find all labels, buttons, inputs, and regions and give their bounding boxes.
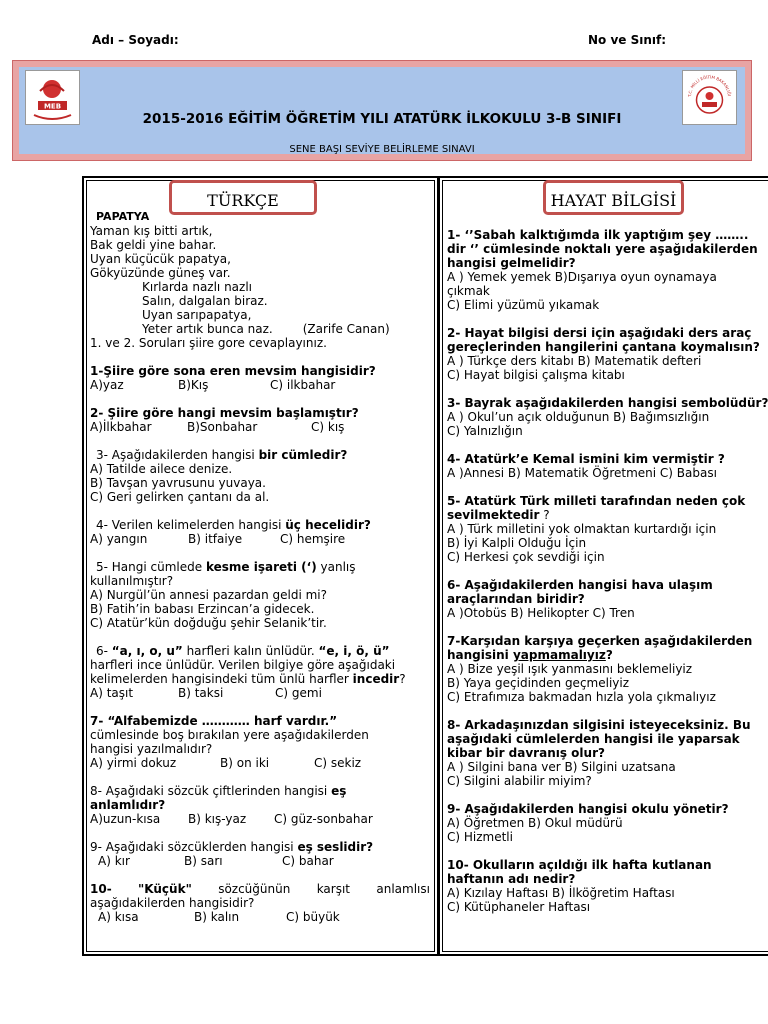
- option[interactable]: C) Herkesi çok sevdiği için: [447, 550, 605, 564]
- option[interactable]: B) on iki: [220, 756, 270, 770]
- question-1-cont: dir ‘’ cümlesinde noktalı yere aşağıdakilerden: [447, 242, 758, 256]
- option[interactable]: B) kalın: [194, 910, 240, 924]
- question-8: 8- Arkadaşınızdan silgisini isteyeceksiniz. Bu: [447, 718, 751, 732]
- question-8-cont: anlamlıdır?: [90, 798, 166, 812]
- option[interactable]: A) Kızılay Haftası B) İlköğretim Haftası: [447, 886, 675, 900]
- option[interactable]: B) Tavşan yavrusunu yuvaya.: [90, 476, 266, 490]
- question-1-cont: hangisi gelmelidir?: [447, 256, 576, 270]
- option[interactable]: A)yaz: [90, 378, 124, 392]
- option[interactable]: C) Elimi yüzümü yıkamak: [447, 298, 600, 312]
- option[interactable]: B)Sonbahar: [187, 420, 258, 434]
- option[interactable]: A) Öğretmen B) Okul müdürü: [447, 816, 623, 830]
- option[interactable]: C) Atatür’kün doğduğu şehir Selanik’tir.: [90, 616, 327, 630]
- poem-line: Uyan küçücük papatya,: [90, 252, 231, 266]
- option[interactable]: A ) Okul’un açık olduğunun B) Bağımsızlığın: [447, 410, 710, 424]
- question-8-cont: kibar bir davranış olur?: [447, 746, 605, 760]
- option[interactable]: A) taşıt: [90, 686, 134, 700]
- option[interactable]: C) bahar: [282, 854, 334, 868]
- option[interactable]: C) büyük: [286, 910, 340, 924]
- option[interactable]: A) kır: [98, 854, 130, 868]
- question-2: 2- Şiire göre hangi mevsim başlamıştır?: [90, 406, 359, 420]
- question-10: 10- Okulların açıldığı ilk hafta kutlanan: [447, 858, 712, 872]
- question-7: 7-Karşıdan karşıya geçerken aşağıdakilerden: [447, 634, 753, 648]
- option[interactable]: C) gemi: [275, 686, 322, 700]
- question-8: 8- Aşağıdaki sözcük çiftlerinden hangisi eş: [90, 784, 347, 798]
- option[interactable]: B) Yaya geçidinden geçmeliyiz: [447, 676, 630, 690]
- option[interactable]: C) Hizmetli: [447, 830, 513, 844]
- poem-line: Salın, dalgalan biraz.: [142, 294, 268, 308]
- hayat-bilgisi-title: HAYAT BİLGİSİ: [543, 180, 684, 215]
- question-6-cont: araçlarından biridir?: [447, 592, 585, 606]
- question-6-cont: kelimelerden hangisindeki tüm ünlü harfler incedir?: [90, 672, 406, 686]
- question-5-cont: kullanılmıştır?: [90, 574, 174, 588]
- option[interactable]: C) sekiz: [314, 756, 362, 770]
- option[interactable]: B)Kış: [178, 378, 209, 392]
- option[interactable]: C) hemşire: [280, 532, 346, 546]
- question-6: 6- Aşağıdakilerden hangisi hava ulaşım: [447, 578, 713, 592]
- question-2-cont: gereçlerinden hangilerini çantana koymalısın?: [447, 340, 760, 354]
- option[interactable]: A) Tatilde ailece denize.: [90, 462, 233, 476]
- option[interactable]: B) İyi Kalpli Olduğu İçin: [447, 536, 587, 550]
- question-2: 2- Hayat bilgisi dersi için aşağıdaki ders araç: [447, 326, 752, 340]
- option[interactable]: C) güz-sonbahar: [274, 812, 373, 826]
- option[interactable]: A ) Bize yeşil ışık yanmasını beklemeliyiz: [447, 662, 693, 676]
- question-1: 1-Şiire göre sona eren mevsim hangisidir?: [90, 364, 376, 378]
- header-banner: [12, 60, 752, 161]
- question-5: 5- Hangi cümlede kesme işareti (‘) yanlış: [96, 560, 356, 574]
- question-7-cont: cümlesinde boş bırakılan yere aşağıdakilerden: [90, 728, 369, 742]
- option[interactable]: B) itfaiye: [188, 532, 243, 546]
- option[interactable]: A)İlkbahar: [90, 420, 152, 434]
- option[interactable]: A) Nurgül’ün annesi pazardan geldi mi?: [90, 588, 327, 602]
- question-3: 3- Bayrak aşağıdakilerden hangisi sembolüdür?: [447, 396, 768, 410]
- turkce-section: [82, 176, 439, 956]
- meb-logo-text: MEB: [43, 102, 62, 111]
- option[interactable]: A ) Türkçe ders kitabı B) Matematik defteri: [447, 354, 702, 368]
- option[interactable]: A)uzun-kısa: [90, 812, 161, 826]
- question-4: 4- Atatürk’e Kemal ismini kim vermiştir ?: [447, 452, 725, 466]
- option[interactable]: C) Yalnızlığın: [447, 424, 523, 438]
- option[interactable]: C) Geri gelirken çantanı da al.: [90, 490, 270, 504]
- option[interactable]: A) kısa: [98, 910, 139, 924]
- question-10-cont: haftanın adı nedir?: [447, 872, 576, 886]
- question-7: 7- “Alfabemizde ………… harf vardır.”: [90, 714, 338, 728]
- question-8-cont: aşağıdaki cümlelerden hangisi ile yaparsak: [447, 732, 740, 746]
- poem-line: Bak geldi yine bahar.: [90, 238, 217, 252]
- question-7-cont: hangisini yapmamalıyız?: [447, 648, 613, 662]
- question-5-cont: sevilmektedir ?: [447, 508, 550, 522]
- option[interactable]: A) yirmi dokuz: [90, 756, 177, 770]
- option[interactable]: A ) Silgini bana ver B) Silgini uzatsana: [447, 760, 676, 774]
- question-4: 4- Verilen kelimelerden hangisi üç hecelidir?: [96, 518, 371, 532]
- class-number-label: No ve Sınıf:: [588, 33, 667, 47]
- turkce-title: TÜRKÇE: [169, 180, 317, 215]
- question-10: 10- "Küçük" sözcüğünün karşıt anlamlısı: [90, 882, 430, 896]
- option[interactable]: B) Fatih’in babası Erzincan’a gidecek.: [90, 602, 315, 616]
- option[interactable]: C) Kütüphaneler Haftası: [447, 900, 591, 914]
- question-5: 5- Atatürk Türk milleti tarafından neden çok: [447, 494, 746, 508]
- question-1: 1- ‘’Sabah kalktığımda ilk yaptığım şey ……..: [447, 228, 749, 242]
- poem-line: Kırlarda nazlı nazlı: [142, 280, 252, 294]
- question-6-cont: harfleri ince ünlüdür. Verilen bilgiye göre aşağıdaki: [90, 658, 396, 672]
- option[interactable]: A )Annesi B) Matematik Öğretmeni C) Babası: [447, 466, 717, 480]
- question-9: 9- Aşağıdakilerden hangisi okulu yönetir?: [447, 802, 729, 816]
- question-6: 6- “a, ı, o, u” harfleri kalın ünlüdür. “e, i, ö, ü”: [96, 644, 390, 658]
- option[interactable]: C) Silgini alabilir miyim?: [447, 774, 592, 788]
- option-cont[interactable]: çıkmak: [447, 284, 490, 298]
- option[interactable]: A ) Yemek yemek B)Dışarıya oyun oynamaya: [447, 270, 717, 284]
- poem-line: Uyan sarıpapatya,: [142, 308, 252, 322]
- ministry-logo-text: T.C. MİLLİ EĞİTİM BAKANLIĞI: [686, 74, 732, 98]
- option[interactable]: A ) Türk milletini yok olmaktan kurtardığı için: [447, 522, 717, 536]
- question-10-cont: aşağıdakilerden hangisidir?: [90, 896, 255, 910]
- poem-line: Yaman kış bitti artık,: [90, 224, 213, 238]
- option[interactable]: C) kış: [311, 420, 345, 434]
- option[interactable]: B) kış-yaz: [188, 812, 247, 826]
- option[interactable]: C) Etrafımıza bakmadan hızla yola çıkmalıyız: [447, 690, 716, 704]
- poem-line: Gökyüzünde güneş var.: [90, 266, 231, 280]
- hayat-bilgisi-section: [438, 176, 768, 956]
- option[interactable]: B) taksi: [178, 686, 224, 700]
- question-9: 9- Aşağıdaki sözcüklerden hangisi eş seslidir?: [90, 840, 374, 854]
- instruction: 1. ve 2. Soruları şiire gore cevaplayınız.: [90, 336, 327, 350]
- poem-line: Yeter artık bunca naz.: [142, 322, 273, 336]
- option[interactable]: B) sarı: [184, 854, 223, 868]
- question-3: 3- Aşağıdakilerden hangisi bir cümledir?: [96, 448, 348, 462]
- option[interactable]: A )Otobüs B) Helikopter C) Tren: [447, 606, 635, 620]
- option[interactable]: C) ilkbahar: [270, 378, 336, 392]
- name-label: Adı – Soyadı:: [92, 33, 179, 47]
- poem-title: PAPATYA: [96, 210, 150, 223]
- exam-subtitle: SENE BAŞI SEVİYE BELİRLEME SINAVI: [289, 144, 475, 155]
- exam-title: 2015-2016 EĞİTİM ÖĞRETİM YILI ATATÜRK İLKOKULU 3-B SINIFI: [142, 111, 622, 127]
- option[interactable]: A) yangın: [90, 532, 148, 546]
- question-7-cont: hangisi yazılmalıdır?: [90, 742, 213, 756]
- option[interactable]: C) Hayat bilgisi çalışma kitabı: [447, 368, 625, 382]
- poem-author: (Zarife Canan): [302, 322, 390, 336]
